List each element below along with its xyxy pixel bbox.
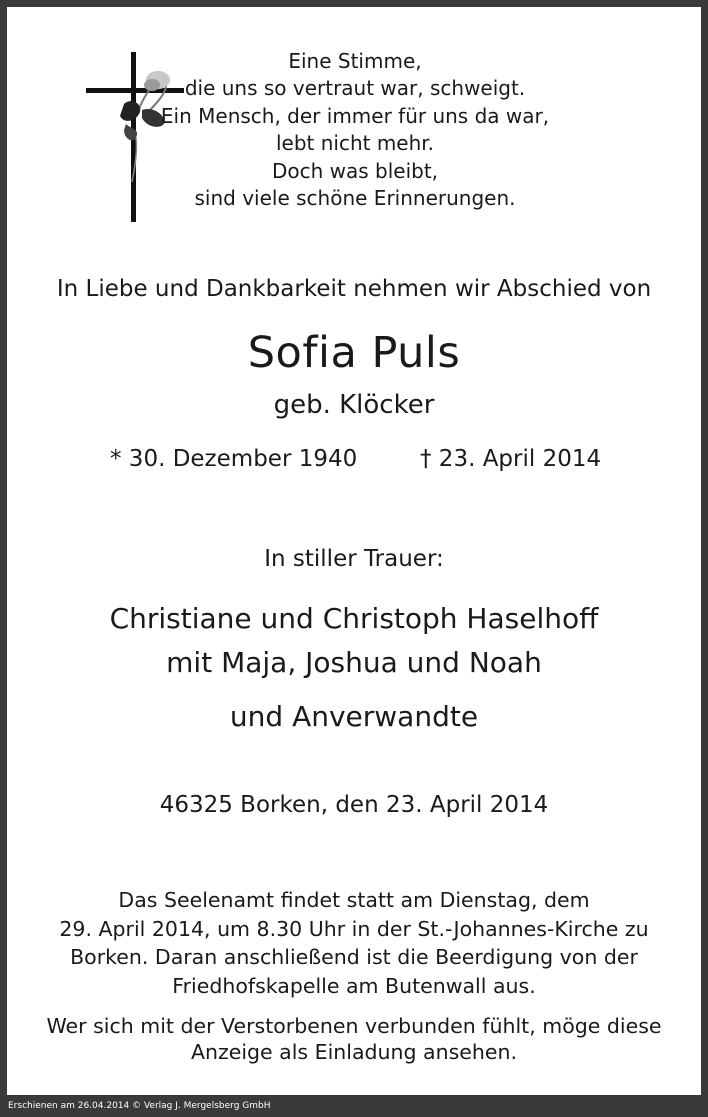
poem-line: lebt nicht mehr. bbox=[275, 131, 435, 156]
death-date: † 23. April 2014 bbox=[420, 446, 602, 472]
family-line: mit Maja, Joshua und Noah bbox=[166, 646, 542, 679]
poem bbox=[155, 48, 555, 212]
mourning-header: In stiller Trauer: bbox=[264, 546, 444, 572]
poem-line: sind viele schöne Erinnerungen. bbox=[194, 186, 516, 211]
family-line: Christiane und Christoph Haselhoff bbox=[109, 602, 599, 635]
deceased-name: Sofia Puls bbox=[247, 328, 461, 378]
relatives: und Anverwandte bbox=[229, 700, 479, 733]
poem-line: Doch was bleibt, bbox=[271, 158, 439, 183]
place-date: 46325 Borken, den 23. April 2014 bbox=[159, 792, 549, 818]
invitation bbox=[0, 1013, 708, 1065]
birth-date: * 30. Dezember 1940 bbox=[110, 446, 358, 472]
poem-line: die uns so vertraut war, schweigt. bbox=[184, 76, 526, 101]
intro-text: In Liebe und Dankbarkeit nehmen wir Abschied von bbox=[56, 276, 652, 302]
service-line: Friedhofskapelle am Butenwall aus. bbox=[172, 973, 536, 998]
invitation-line: Anzeige als Einladung ansehen. bbox=[190, 1040, 518, 1064]
invitation-line: Wer sich mit der Verstorbenen verbunden fühlt, möge diese bbox=[46, 1014, 662, 1038]
service-line: 29. April 2014, um 8.30 Uhr in der St.-Johannes-Kirche zu bbox=[59, 916, 649, 941]
publisher-footer: Erschienen am 26.04.2014 © Verlag J. Mergelsberg GmbH bbox=[8, 1101, 271, 1111]
service-info bbox=[0, 886, 708, 1000]
poem-line: Eine Stimme, bbox=[288, 49, 422, 73]
service-line: Borken. Daran anschließend ist die Beerdigung von der bbox=[70, 945, 638, 969]
service-line: Das Seelenamt findet statt am Dienstag, dem bbox=[118, 888, 590, 912]
maiden-name: geb. Klöcker bbox=[273, 390, 435, 420]
family-names bbox=[0, 597, 708, 685]
poem-line: Ein Mensch, der immer für uns da war, bbox=[160, 103, 550, 128]
